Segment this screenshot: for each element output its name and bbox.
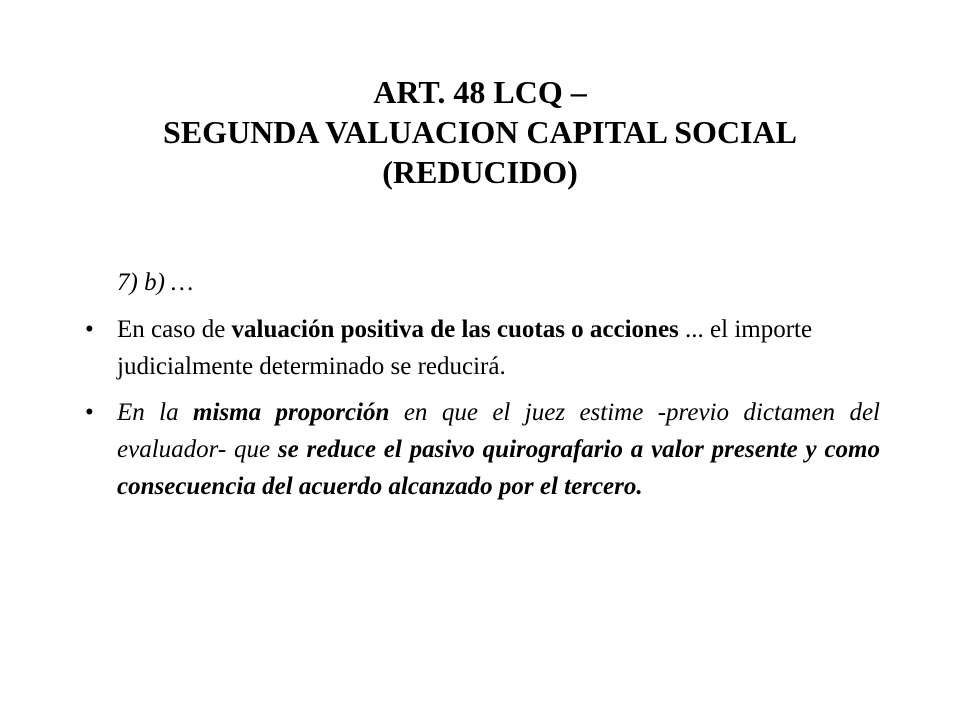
- title-line-1: ART. 48 LCQ –: [373, 74, 587, 110]
- title-line-2: SEGUNDA VALUACION CAPITAL SOCIAL: [163, 114, 797, 150]
- bullet-item: [85, 394, 880, 505]
- bullet-text-normal: ... el importe judicialmente determinado se reducirá.: [117, 316, 813, 380]
- bullet-marker: •: [85, 399, 94, 426]
- bullet-marker: •: [85, 316, 94, 343]
- bullet-text-normal: En caso de: [117, 316, 232, 343]
- title-line-3: (REDUCIDO): [382, 154, 578, 190]
- bullet-text-normal: en que el juez estime -previo dictamen del evaluador- que: [117, 399, 880, 463]
- bullet-item: [85, 311, 880, 385]
- bullet-text-bold: misma proporción: [193, 399, 390, 426]
- bullet-text: [117, 311, 880, 385]
- bullet-text-bold: valuación positiva de las cuotas o acciones: [231, 316, 679, 343]
- bullet-text: [117, 394, 880, 505]
- bullet-text-bold: se reduce el pasivo quirografario a valor presente y como consecuencia del acuerdo alcanzado por el tercero.: [117, 436, 881, 500]
- subheading: 7) b) …: [117, 269, 194, 296]
- slide-title: [0, 72, 960, 192]
- bullet-text-normal: En la: [117, 399, 194, 426]
